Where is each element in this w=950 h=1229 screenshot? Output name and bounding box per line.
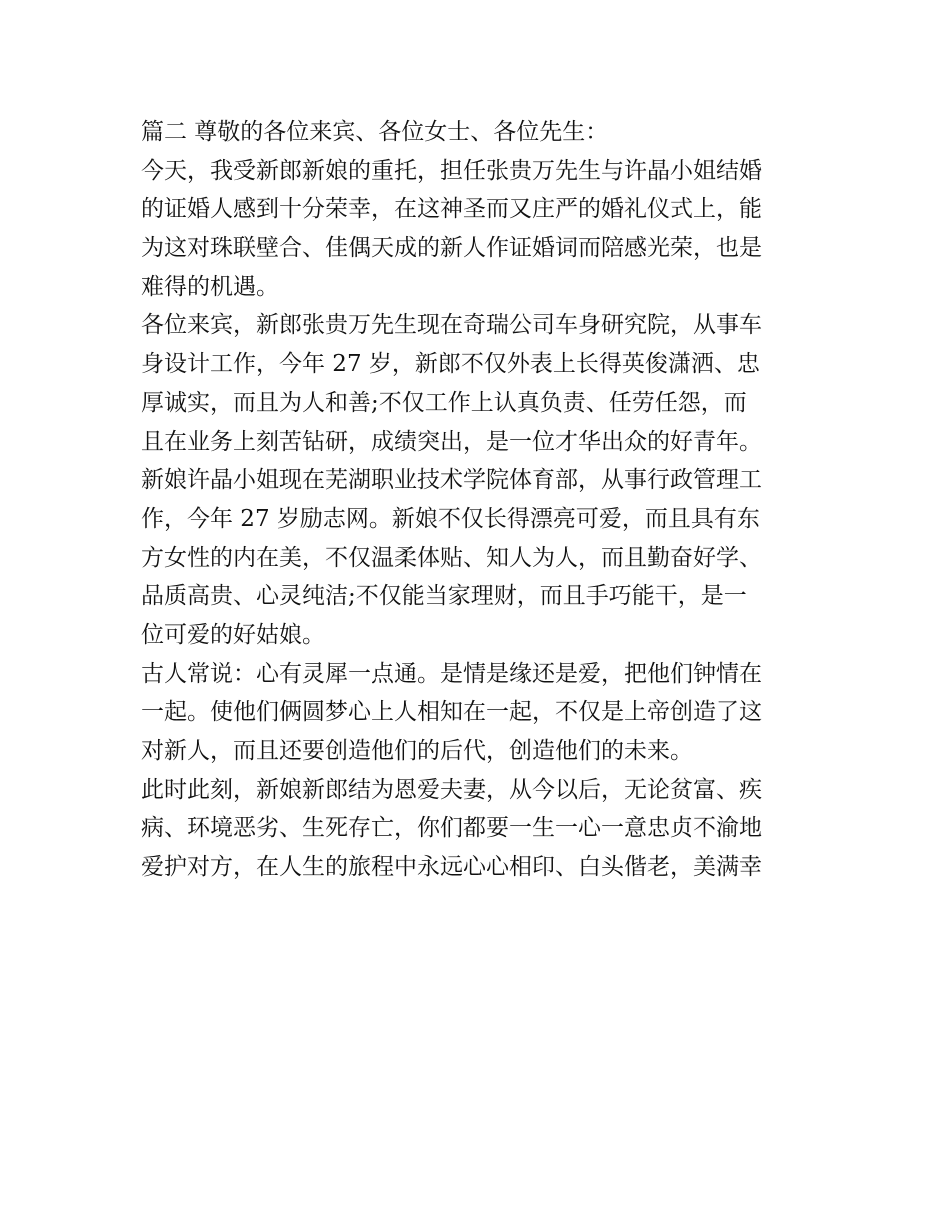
text-line: 作，今年 27 岁励志网。新娘不仅长得漂亮可爱，而且具有东 bbox=[141, 505, 760, 532]
text-line: 古人常说：心有灵犀一点通。是情是缘还是爱，把他们钟情在 bbox=[141, 660, 762, 687]
text-line: 病、环境恶劣、生死存亡，你们都要一生一心一意忠贞不渝地 bbox=[141, 815, 762, 842]
text-line: 今天，我受新郎新娘的重托，担任张贵万先生与许晶小姐结婚 bbox=[141, 157, 762, 184]
text-line: 品质高贵、心灵纯洁;不仅能当家理财，而且手巧能干，是一 bbox=[141, 583, 747, 610]
text-line: 难得的机遇。 bbox=[141, 273, 279, 300]
text-line: 新娘许晶小姐现在芜湖职业技术学院体育部，从事行政管理工 bbox=[141, 467, 762, 494]
text-line: 方女性的内在美，不仅温柔体贴、知人为人，而且勤奋好学、 bbox=[141, 544, 762, 571]
text-line: 一起。使他们俩圆梦心上人相知在一起，不仅是上帝创造了这 bbox=[141, 699, 762, 726]
text-line: 位可爱的好姑娘。 bbox=[141, 621, 325, 648]
text-line: 此时此刻，新娘新郎结为恩爱夫妻，从今以后，无论贫富、疾 bbox=[141, 776, 762, 803]
text-line: 为这对珠联壁合、佳偶天成的新人作证婚词而陪感光荣，也是 bbox=[141, 235, 762, 262]
text-line: 身设计工作，今年 27 岁，新郎不仅外表上长得英俊潇洒、忠 bbox=[141, 351, 760, 378]
text-line: 对新人，而且还要创造他们的后代，创造他们的未来。 bbox=[141, 738, 693, 764]
text-line: 各位来宾，新郎张贵万先生现在奇瑞公司车身研究院，从事车 bbox=[141, 312, 762, 339]
text-line: 篇二 尊敬的各位来宾、各位女士、各位先生： bbox=[141, 119, 609, 145]
text-line: 且在业务上刻苦钻研，成绩突出，是一位才华出众的好青年。 bbox=[141, 428, 762, 455]
text-line: 厚诚实，而且为人和善;不仅工作上认真负责、任劳任怨，而 bbox=[141, 389, 747, 416]
document-body bbox=[141, 113, 816, 887]
text-line: 的证婚人感到十分荣幸，在这神圣而又庄严的婚礼仪式上，能 bbox=[141, 196, 762, 223]
text-line: 爱护对方，在人生的旅程中永远心心相印、白头偕老，美满幸 bbox=[141, 854, 762, 881]
